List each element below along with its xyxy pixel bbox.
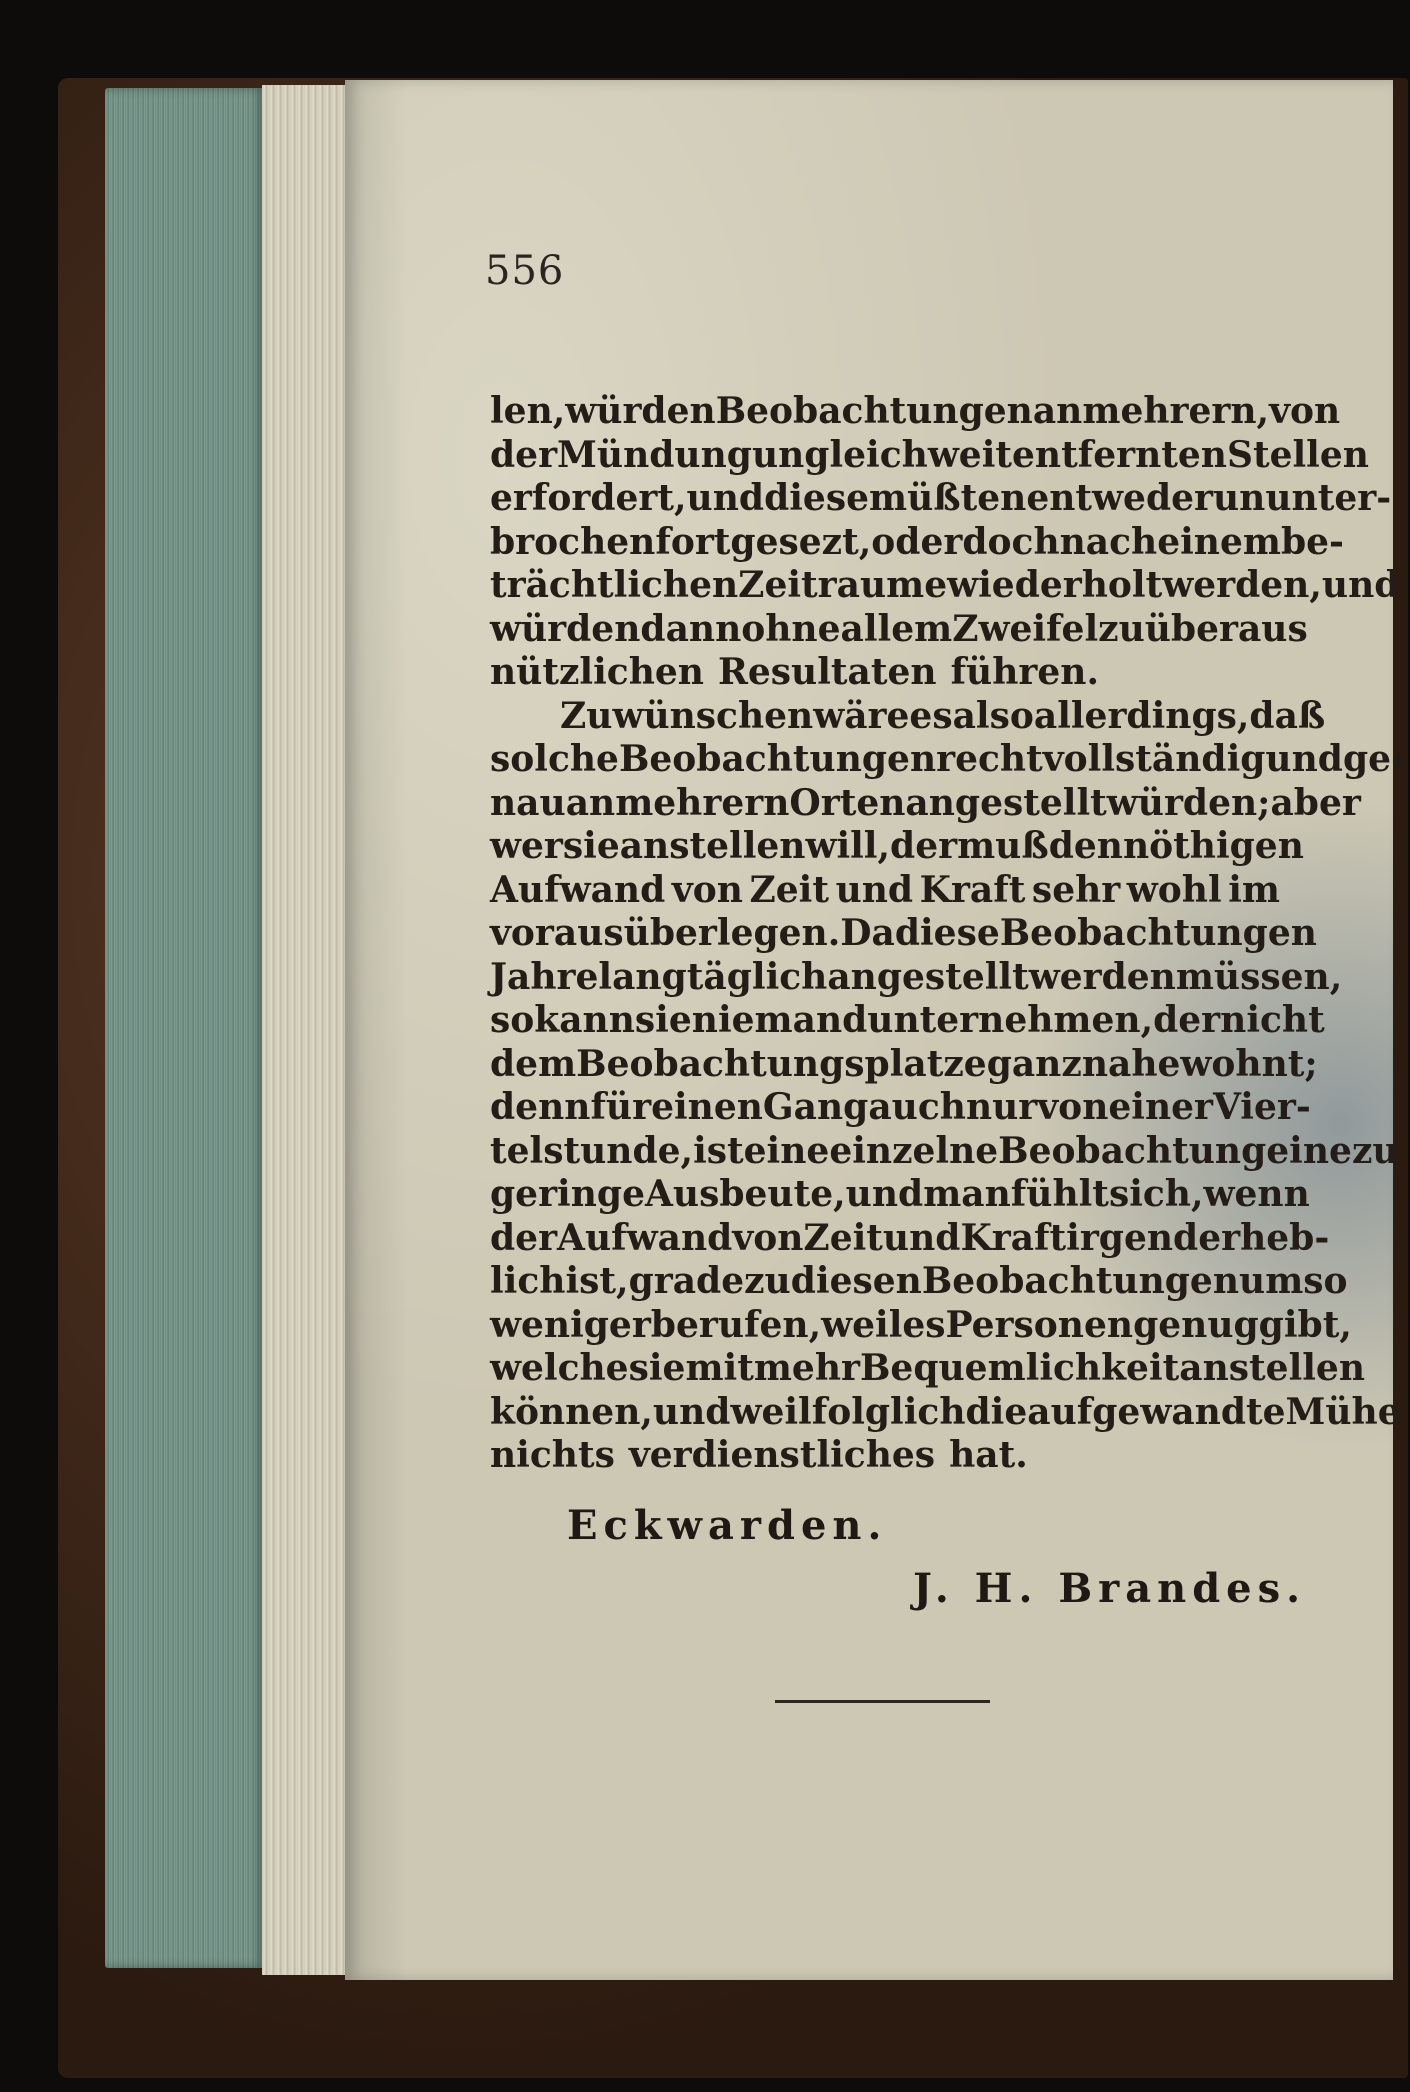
text-line: lich ist, grade zu diesen Beobachtungen um so [490, 1260, 1348, 1302]
text-line: so kann sie niemand unternehmen, der nicht [490, 999, 1325, 1041]
page-number: 556 [485, 248, 565, 294]
text-line: nützlichen Resultaten führen. [490, 651, 1099, 693]
text-line: erfordert, und diese müßten entweder ununter- [490, 477, 1392, 519]
text-line: nichts verdienstliches hat. [490, 1434, 1028, 1476]
page-edges [105, 88, 265, 1968]
text-line: brochen fortgesezt, oder doch nach einem be- [490, 520, 1344, 563]
text-line: Zu wünschen wäre es also allerdings, daß [560, 694, 1326, 737]
text-line: dem Beobachtungsplatze ganz nahe wohnt; [490, 1042, 1318, 1085]
closing-rule [775, 1700, 990, 1703]
body-text [490, 390, 1406, 1478]
place-name: Eckwarden. [567, 1502, 888, 1549]
text-line: geringe Ausbeute, und man fühlt sich, wenn [490, 1173, 1310, 1215]
text-line: denn für einen Gang auch nur von einer Vier- [490, 1086, 1311, 1128]
text-line: wer sie anstellen will, der muß den nöthigen [490, 825, 1304, 867]
text-line: können, und weil folglich die aufgewandte Mühe [490, 1390, 1401, 1433]
text-line: der Mündung ungleich weit entfernten Stellen [490, 433, 1369, 476]
text-line: solche Beobachtungen recht vollständig und ge- [490, 738, 1406, 780]
text-line: len, würden Beobachtungen an mehrern, von [490, 390, 1341, 432]
text-line: nau an mehrern Orten angestellt würden; aber [490, 781, 1361, 824]
text-line: trächtlichen Zeitraume wiederholt werden, und [490, 564, 1400, 606]
text-line: der Aufwand von Zeit und Kraft irgend erheb- [490, 1216, 1330, 1259]
author-signature: J. H. Brandes. [913, 1565, 1307, 1612]
text-line: weniger berufen, weil es Personen genug gibt, [490, 1303, 1352, 1346]
text-line: welche sie mit mehr Bequemlichkeit anstellen [490, 1347, 1365, 1389]
book-page [345, 80, 1406, 1980]
page-stack [262, 85, 352, 1975]
text-line: Jahre lang täglich angestellt werden müssen, [490, 955, 1343, 998]
text-line: voraus überlegen. Da diese Beobachtungen [490, 912, 1317, 954]
text-line: würden dann ohne allem Zweifel zu überaus [490, 607, 1308, 650]
text-line: Aufwand von Zeit und Kraft sehr wohl im [490, 868, 1280, 911]
text-line: telstunde, ist eine einzelne Beobachtung eine zu [490, 1129, 1399, 1172]
